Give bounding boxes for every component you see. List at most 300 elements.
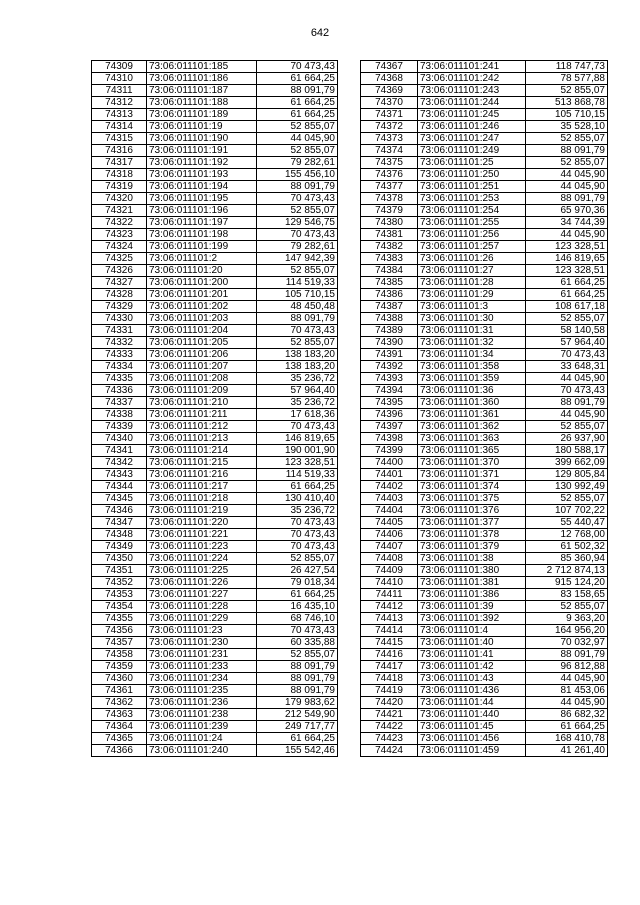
row-number: 74346: [92, 505, 147, 517]
left-table: [91, 60, 338, 757]
cadastral-number: 73:06:011101:214: [147, 445, 257, 457]
cadastral-number: 73:06:011101:378: [418, 529, 526, 541]
cadastral-number: 73:06:011101:192: [147, 157, 257, 169]
cadastral-value: 88 091,79: [257, 181, 338, 193]
table-row: [92, 385, 338, 397]
cadastral-value: 70 473,43: [257, 421, 338, 433]
cadastral-value: 58 140,58: [526, 325, 608, 337]
row-number: 74406: [361, 529, 418, 541]
table-row: [92, 169, 338, 181]
row-number: 74380: [361, 217, 418, 229]
row-number: 74329: [92, 301, 147, 313]
row-number: 74372: [361, 121, 418, 133]
row-number: 74349: [92, 541, 147, 553]
row-number: 74347: [92, 517, 147, 529]
table-row: [92, 193, 338, 205]
table-row: [361, 433, 608, 445]
table-row: [361, 469, 608, 481]
cadastral-value: 70 473,43: [257, 529, 338, 541]
cadastral-value: 70 473,43: [526, 349, 608, 361]
cadastral-value: 68 746,10: [257, 613, 338, 625]
cadastral-number: 73:06:011101:31: [418, 325, 526, 337]
cadastral-number: 73:06:011101:235: [147, 685, 257, 697]
row-number: 74360: [92, 673, 147, 685]
cadastral-value: 52 855,07: [526, 313, 608, 325]
row-number: 74417: [361, 661, 418, 673]
cadastral-number: 73:06:011101:365: [418, 445, 526, 457]
row-number: 74423: [361, 733, 418, 745]
cadastral-value: 96 812,88: [526, 661, 608, 673]
cadastral-value: 61 664,25: [257, 109, 338, 121]
row-number: 74324: [92, 241, 147, 253]
cadastral-value: 48 450,48: [257, 301, 338, 313]
cadastral-number: 73:06:011101:218: [147, 493, 257, 505]
cadastral-number: 73:06:011101:28: [418, 277, 526, 289]
cadastral-number: 73:06:011101:238: [147, 709, 257, 721]
row-number: 74396: [361, 409, 418, 421]
table-row: [361, 217, 608, 229]
right-table: [360, 60, 608, 757]
cadastral-number: 73:06:011101:199: [147, 241, 257, 253]
cadastral-number: 73:06:011101:371: [418, 469, 526, 481]
row-number: 74368: [361, 73, 418, 85]
cadastral-number: 73:06:011101:26: [418, 253, 526, 265]
right-table-body: [361, 61, 608, 757]
cadastral-number: 73:06:011101:186: [147, 73, 257, 85]
row-number: 74412: [361, 601, 418, 613]
cadastral-number: 73:06:011101:208: [147, 373, 257, 385]
cadastral-number: 73:06:011101:27: [418, 265, 526, 277]
cadastral-number: 73:06:011101:44: [418, 697, 526, 709]
row-number: 74379: [361, 205, 418, 217]
cadastral-value: 88 091,79: [526, 145, 608, 157]
cadastral-number: 73:06:011101:228: [147, 601, 257, 613]
table-row: [361, 565, 608, 577]
cadastral-value: 44 045,90: [257, 133, 338, 145]
cadastral-value: 399 662,09: [526, 457, 608, 469]
row-number: 74378: [361, 193, 418, 205]
table-row: [92, 157, 338, 169]
cadastral-number: 73:06:011101:205: [147, 337, 257, 349]
row-number: 74330: [92, 313, 147, 325]
table-row: [92, 85, 338, 97]
cadastral-value: 190 001,90: [257, 445, 338, 457]
table-row: [92, 433, 338, 445]
cadastral-value: 79 282,61: [257, 241, 338, 253]
cadastral-number: 73:06:011101:230: [147, 637, 257, 649]
page-number: 642: [310, 27, 330, 39]
table-row: [361, 205, 608, 217]
cadastral-value: 60 335,88: [257, 637, 338, 649]
cadastral-number: 73:06:011101:244: [418, 97, 526, 109]
row-number: 74416: [361, 649, 418, 661]
cadastral-number: 73:06:011101:256: [418, 229, 526, 241]
cadastral-number: 73:06:011101:4: [418, 625, 526, 637]
cadastral-number: 73:06:011101:32: [418, 337, 526, 349]
table-row: [361, 337, 608, 349]
table-row: [361, 181, 608, 193]
cadastral-value: 26 937,90: [526, 433, 608, 445]
table-row: [361, 349, 608, 361]
table-row: [92, 361, 338, 373]
cadastral-number: 73:06:011101:363: [418, 433, 526, 445]
table-row: [361, 121, 608, 133]
table-row: [92, 637, 338, 649]
table-row: [361, 481, 608, 493]
table-row: [361, 733, 608, 745]
row-number: 74419: [361, 685, 418, 697]
cadastral-value: 2 712 874,13: [526, 565, 608, 577]
row-number: 74397: [361, 421, 418, 433]
row-number: 74382: [361, 241, 418, 253]
row-number: 74420: [361, 697, 418, 709]
cadastral-value: 88 091,79: [257, 85, 338, 97]
row-number: 74350: [92, 553, 147, 565]
cadastral-number: 73:06:011101:236: [147, 697, 257, 709]
cadastral-value: 65 970,36: [526, 205, 608, 217]
row-number: 74389: [361, 325, 418, 337]
table-row: [361, 157, 608, 169]
row-number: 74348: [92, 529, 147, 541]
cadastral-value: 79 282,61: [257, 157, 338, 169]
cadastral-number: 73:06:011101:249: [418, 145, 526, 157]
cadastral-value: 88 091,79: [526, 397, 608, 409]
table-row: [92, 613, 338, 625]
cadastral-number: 73:06:011101:2: [147, 253, 257, 265]
cadastral-value: 915 124,20: [526, 577, 608, 589]
cadastral-value: 17 618,36: [257, 409, 338, 421]
table-row: [92, 697, 338, 709]
row-number: 74352: [92, 577, 147, 589]
row-number: 74351: [92, 565, 147, 577]
row-number: 74311: [92, 85, 147, 97]
cadastral-number: 73:06:011101:257: [418, 241, 526, 253]
cadastral-number: 73:06:011101:45: [418, 721, 526, 733]
cadastral-number: 73:06:011101:23: [147, 625, 257, 637]
table-row: [361, 61, 608, 73]
cadastral-number: 73:06:011101:227: [147, 589, 257, 601]
table-row: [92, 625, 338, 637]
cadastral-number: 73:06:011101:36: [418, 385, 526, 397]
cadastral-value: 16 435,10: [257, 601, 338, 613]
cadastral-number: 73:06:011101:191: [147, 145, 257, 157]
table-row: [92, 649, 338, 661]
cadastral-number: 73:06:011101:200: [147, 277, 257, 289]
table-row: [361, 697, 608, 709]
cadastral-value: 123 328,51: [526, 265, 608, 277]
table-row: [361, 85, 608, 97]
cadastral-number: 73:06:011101:231: [147, 649, 257, 661]
cadastral-value: 52 855,07: [257, 649, 338, 661]
cadastral-number: 73:06:011101:370: [418, 457, 526, 469]
table-row: [92, 217, 338, 229]
table-row: [361, 493, 608, 505]
cadastral-number: 73:06:011101:213: [147, 433, 257, 445]
table-row: [92, 565, 338, 577]
row-number: 74327: [92, 277, 147, 289]
cadastral-number: 73:06:011101:198: [147, 229, 257, 241]
row-number: 74355: [92, 613, 147, 625]
table-row: [92, 337, 338, 349]
table-row: [361, 229, 608, 241]
cadastral-value: 114 519,33: [257, 277, 338, 289]
cadastral-value: 212 549,90: [257, 709, 338, 721]
cadastral-number: 73:06:011101:195: [147, 193, 257, 205]
table-row: [92, 553, 338, 565]
cadastral-number: 73:06:011101:187: [147, 85, 257, 97]
cadastral-value: 44 045,90: [526, 697, 608, 709]
cadastral-value: 78 577,88: [526, 73, 608, 85]
cadastral-number: 73:06:011101:41: [418, 649, 526, 661]
table-row: [361, 529, 608, 541]
cadastral-value: 52 855,07: [526, 421, 608, 433]
cadastral-value: 44 045,90: [526, 181, 608, 193]
cadastral-number: 73:06:011101:380: [418, 565, 526, 577]
table-row: [361, 313, 608, 325]
cadastral-value: 61 664,25: [526, 721, 608, 733]
table-row: [361, 421, 608, 433]
cadastral-value: 164 956,20: [526, 625, 608, 637]
cadastral-number: 73:06:011101:202: [147, 301, 257, 313]
table-row: [361, 241, 608, 253]
row-number: 74422: [361, 721, 418, 733]
cadastral-value: 41 261,40: [526, 745, 608, 757]
table-row: [361, 109, 608, 121]
cadastral-number: 73:06:011101:3: [418, 301, 526, 313]
cadastral-number: 73:06:011101:233: [147, 661, 257, 673]
row-number: 74401: [361, 469, 418, 481]
table-row: [92, 709, 338, 721]
cadastral-value: 52 855,07: [257, 145, 338, 157]
row-number: 74376: [361, 169, 418, 181]
row-number: 74325: [92, 253, 147, 265]
cadastral-number: 73:06:011101:229: [147, 613, 257, 625]
table-row: [92, 181, 338, 193]
cadastral-number: 73:06:011101:201: [147, 289, 257, 301]
cadastral-value: 86 682,32: [526, 709, 608, 721]
row-number: 74390: [361, 337, 418, 349]
table-row: [92, 541, 338, 553]
table-row: [361, 541, 608, 553]
row-number: 74418: [361, 673, 418, 685]
table-row: [361, 301, 608, 313]
cadastral-value: 147 942,39: [257, 253, 338, 265]
cadastral-value: 33 648,31: [526, 361, 608, 373]
cadastral-value: 26 427,54: [257, 565, 338, 577]
cadastral-value: 88 091,79: [257, 661, 338, 673]
row-number: 74358: [92, 649, 147, 661]
table-row: [92, 733, 338, 745]
table-row: [361, 589, 608, 601]
cadastral-value: 61 664,25: [257, 97, 338, 109]
row-number: 74323: [92, 229, 147, 241]
cadastral-number: 73:06:011101:207: [147, 361, 257, 373]
cadastral-value: 70 473,43: [257, 625, 338, 637]
table-row: [92, 745, 338, 757]
table-row: [361, 709, 608, 721]
row-number: 74375: [361, 157, 418, 169]
table-row: [92, 685, 338, 697]
cadastral-number: 73:06:011101:216: [147, 469, 257, 481]
row-number: 74421: [361, 709, 418, 721]
table-row: [361, 601, 608, 613]
cadastral-value: 44 045,90: [526, 373, 608, 385]
cadastral-number: 73:06:011101:193: [147, 169, 257, 181]
cadastral-value: 61 664,25: [257, 733, 338, 745]
cadastral-number: 73:06:011101:20: [147, 265, 257, 277]
cadastral-value: 9 363,20: [526, 613, 608, 625]
cadastral-number: 73:06:011101:358: [418, 361, 526, 373]
table-row: [92, 121, 338, 133]
cadastral-value: 81 453,06: [526, 685, 608, 697]
cadastral-value: 138 183,20: [257, 349, 338, 361]
cadastral-value: 34 744,39: [526, 217, 608, 229]
table-row: [92, 349, 338, 361]
row-number: 74343: [92, 469, 147, 481]
table-row: [361, 649, 608, 661]
table-row: [92, 421, 338, 433]
cadastral-number: 73:06:011101:255: [418, 217, 526, 229]
table-row: [92, 229, 338, 241]
row-number: 74409: [361, 565, 418, 577]
cadastral-value: 130 992,49: [526, 481, 608, 493]
row-number: 74320: [92, 193, 147, 205]
cadastral-number: 73:06:011101:221: [147, 529, 257, 541]
table-row: [92, 277, 338, 289]
table-row: [361, 133, 608, 145]
table-row: [92, 313, 338, 325]
cadastral-number: 73:06:011101:253: [418, 193, 526, 205]
table-row: [361, 193, 608, 205]
row-number: 74369: [361, 85, 418, 97]
cadastral-number: 73:06:011101:254: [418, 205, 526, 217]
row-number: 74333: [92, 349, 147, 361]
cadastral-value: 105 710,15: [257, 289, 338, 301]
table-row: [361, 253, 608, 265]
row-number: 74326: [92, 265, 147, 277]
cadastral-value: 88 091,79: [257, 313, 338, 325]
cadastral-number: 73:06:011101:223: [147, 541, 257, 553]
row-number: 74356: [92, 625, 147, 637]
cadastral-number: 73:06:011101:189: [147, 109, 257, 121]
row-number: 74342: [92, 457, 147, 469]
row-number: 74413: [361, 613, 418, 625]
table-row: [361, 73, 608, 85]
table-row: [361, 517, 608, 529]
cadastral-number: 73:06:011101:39: [418, 601, 526, 613]
table-row: [361, 289, 608, 301]
row-number: 74381: [361, 229, 418, 241]
cadastral-value: 88 091,79: [257, 685, 338, 697]
row-number: 74309: [92, 61, 147, 73]
table-row: [92, 445, 338, 457]
left-table-body: [92, 61, 338, 757]
cadastral-value: 146 819,65: [257, 433, 338, 445]
table-row: [361, 613, 608, 625]
cadastral-value: 85 360,94: [526, 553, 608, 565]
row-number: 74407: [361, 541, 418, 553]
cadastral-value: 52 855,07: [526, 157, 608, 169]
table-row: [92, 505, 338, 517]
cadastral-value: 123 328,51: [257, 457, 338, 469]
row-number: 74313: [92, 109, 147, 121]
row-number: 74408: [361, 553, 418, 565]
row-number: 74339: [92, 421, 147, 433]
cadastral-value: 179 983,62: [257, 697, 338, 709]
cadastral-number: 73:06:011101:386: [418, 589, 526, 601]
cadastral-number: 73:06:011101:377: [418, 517, 526, 529]
table-row: [361, 97, 608, 109]
cadastral-value: 138 183,20: [257, 361, 338, 373]
cadastral-number: 73:06:011101:204: [147, 325, 257, 337]
cadastral-number: 73:06:011101:203: [147, 313, 257, 325]
row-number: 74405: [361, 517, 418, 529]
table-row: [92, 97, 338, 109]
cadastral-number: 73:06:011101:190: [147, 133, 257, 145]
table-row: [92, 517, 338, 529]
row-number: 74414: [361, 625, 418, 637]
table-row: [361, 685, 608, 697]
table-row: [361, 145, 608, 157]
cadastral-value: 52 855,07: [526, 601, 608, 613]
cadastral-value: 70 473,43: [526, 385, 608, 397]
cadastral-value: 35 236,72: [257, 397, 338, 409]
row-number: 74314: [92, 121, 147, 133]
cadastral-value: 155 542,46: [257, 745, 338, 757]
row-number: 74332: [92, 337, 147, 349]
row-number: 74334: [92, 361, 147, 373]
table-row: [92, 241, 338, 253]
cadastral-number: 73:06:011101:243: [418, 85, 526, 97]
table-row: [361, 397, 608, 409]
cadastral-value: 129 805,84: [526, 469, 608, 481]
row-number: 74337: [92, 397, 147, 409]
row-number: 74391: [361, 349, 418, 361]
table-row: [361, 577, 608, 589]
row-number: 74367: [361, 61, 418, 73]
row-number: 74403: [361, 493, 418, 505]
cadastral-number: 73:06:011101:215: [147, 457, 257, 469]
cadastral-number: 73:06:011101:219: [147, 505, 257, 517]
cadastral-value: 249 717,77: [257, 721, 338, 733]
cadastral-number: 73:06:011101:456: [418, 733, 526, 745]
cadastral-number: 73:06:011101:188: [147, 97, 257, 109]
row-number: 74341: [92, 445, 147, 457]
table-row: [361, 385, 608, 397]
cadastral-value: 61 664,25: [257, 73, 338, 85]
cadastral-value: 52 855,07: [526, 493, 608, 505]
table-row: [361, 505, 608, 517]
table-row: [92, 373, 338, 385]
cadastral-value: 70 032,97: [526, 637, 608, 649]
cadastral-number: 73:06:011101:42: [418, 661, 526, 673]
row-number: 74335: [92, 373, 147, 385]
cadastral-number: 73:06:011101:376: [418, 505, 526, 517]
cadastral-value: 52 855,07: [257, 553, 338, 565]
row-number: 74394: [361, 385, 418, 397]
cadastral-number: 73:06:011101:360: [418, 397, 526, 409]
cadastral-number: 73:06:011101:374: [418, 481, 526, 493]
cadastral-value: 61 664,25: [257, 481, 338, 493]
cadastral-number: 73:06:011101:241: [418, 61, 526, 73]
row-number: 74371: [361, 109, 418, 121]
cadastral-number: 73:06:011101:251: [418, 181, 526, 193]
row-number: 74317: [92, 157, 147, 169]
cadastral-value: 61 664,25: [526, 289, 608, 301]
row-number: 74315: [92, 133, 147, 145]
row-number: 74424: [361, 745, 418, 757]
table-row: [361, 661, 608, 673]
